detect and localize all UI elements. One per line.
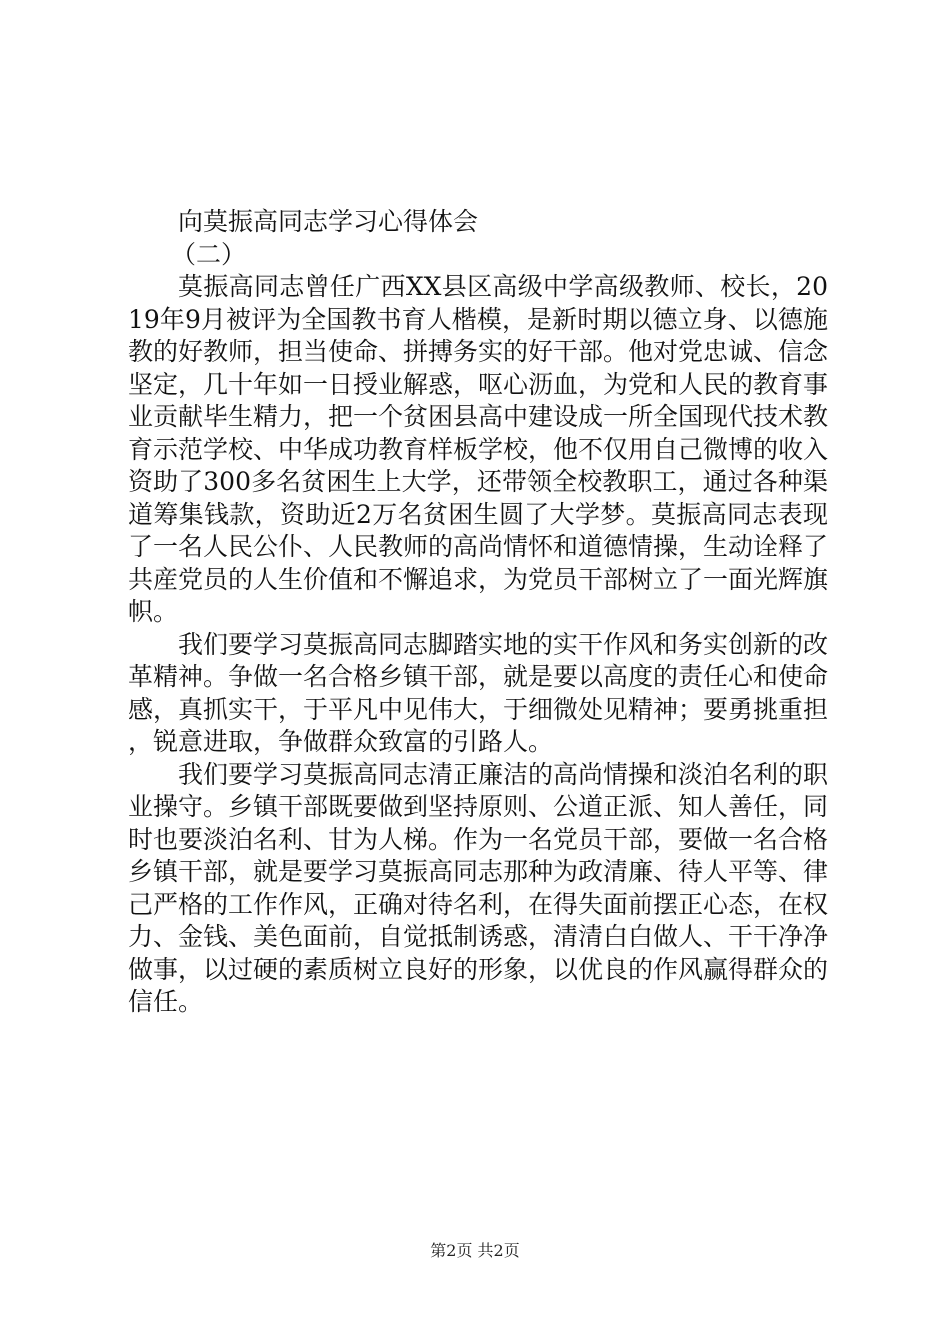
page-footer: 第2页 共2页	[430, 1241, 520, 1260]
paragraph-1: 莫振高同志曾任广西XX县区高级中学高级教师、校长，2019年9月被评为全国教书育人楷模，是新时期以德立身、以德施教的好教师，担当使命、拼搏务实的好干部。他对党忠诚、信念坚定，几十年如一日授业解惑，呕心沥血，为党和人民的教育事业贡献毕生精力，把一个贫困县高中建设成一所全国现代技术教育示范学校、中华成功教育样板学校，他不仅用自己微博的收入资助了300多名贫困生上大学，还带领全校教职工，通过各种渠道筹集钱款，资助近2万名贫困生圆了大学梦。莫振高同志表现了一名人民公仆、人民教师的高尚情怀和道德情操，生动诠释了共産党员的人生价值和不懈追求，为党员干部树立了一面光辉旗帜。	[128, 272, 829, 626]
paragraph-3: 我们要学习莫振高同志清正廉洁的高尚情操和淡泊名利的职业操守。乡镇干部既要做到坚持原则、公道正派、知人善任，同时也要淡泊名利、甘为人梯。作为一名党员干部，要做一名合格乡镇干部，就是要学习莫振高同志那种为政清廉、待人平等、律己严格的工作作风，正确对待名利，在得失面前摆正心态，在权力、金钱、美色面前，自觉抵制诱惑，清清白白做人、干干净净做事，以过硬的素质树立良好的形象，以优良的作风赢得群众的信任。	[128, 759, 829, 1016]
document-title: 向莫振高同志学习心得体会	[178, 207, 479, 236]
document-body	[128, 206, 828, 1019]
document-subtitle: （二）	[171, 239, 247, 269]
paragraph-2: 我们要学习莫振高同志脚踏实地的实干作风和务实创新的改革精神。争做一名合格乡镇干部，就是要以高度的责任心和使命感，真抓实干，于平凡中见伟大，于细微处见精神；要勇挑重担，锐意进取，争做群众致富的引路人。	[128, 629, 829, 756]
